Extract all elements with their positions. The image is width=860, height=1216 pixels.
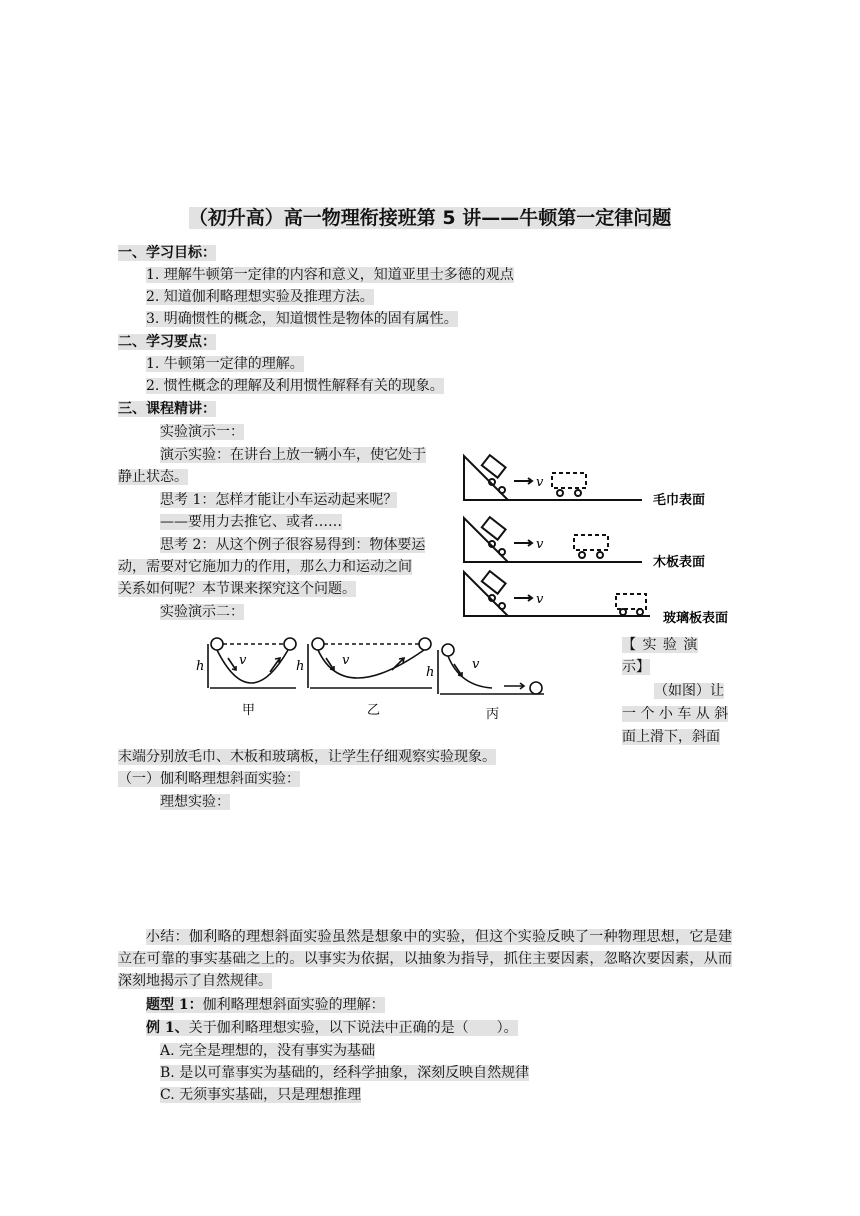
think2-line2: 动，需要对它施加力的作用，那么力和运动之间 xyxy=(118,559,412,575)
caption-yi: 乙 xyxy=(367,703,381,718)
incline-surfaces-figure xyxy=(460,448,750,628)
surface-label-glass: 玻璃板表面 xyxy=(663,611,729,626)
side-text-line2: 示】 xyxy=(622,659,650,675)
surface-label-towel: 毛巾表面 xyxy=(653,493,706,508)
think2-line1: 思考 2：从这个例子很容易得到：物体要运 xyxy=(160,537,426,553)
ramp-diagram-yi xyxy=(308,638,435,688)
side-text-line5: 面上滑下，斜面 xyxy=(622,729,720,745)
question-type-label: 题型 1： xyxy=(146,997,203,1013)
height-label-bing: h xyxy=(426,665,435,680)
example-option-b: B. 是以可靠事实为基础的，经科学抽象，深刻反映自然规律 xyxy=(160,1065,530,1081)
ramp-diagram-jia xyxy=(208,638,296,688)
subsection-galileo: （一）伽利略理想斜面实验： xyxy=(118,771,300,787)
section-heading-points: 二、学习要点： xyxy=(118,334,216,350)
height-label-yi: h xyxy=(296,659,305,674)
ramp-diagram-bing xyxy=(438,644,544,694)
velocity-label-jia: v xyxy=(239,653,247,668)
goal-item-2: 2. 知道伽利略理想实验及推理方法。 xyxy=(146,289,374,305)
point-item-1: 1. 牛顿第一定律的理解。 xyxy=(146,356,304,372)
height-label-jia: h xyxy=(196,659,205,674)
example-stem-line xyxy=(146,1017,518,1039)
think2-line3: 关系如何呢？本节课来探究这个问题。 xyxy=(118,581,356,597)
think1-question: 思考 1：怎样才能让小车运动起来呢？ xyxy=(160,492,398,508)
point-item-2: 2. 惯性概念的理解及利用惯性解释有关的现象。 xyxy=(146,378,444,394)
velocity-label-yi: v xyxy=(342,653,350,668)
velocity-label-2: v xyxy=(536,537,544,552)
ideal-ramp-figure xyxy=(192,636,552,724)
demo1-text-line1: 演示实验：在讲台上放一辆小车，使它处于 xyxy=(160,447,426,463)
example-option-c: C. 无须事实基础，只是理想推理 xyxy=(160,1087,362,1103)
ideal-experiment-label: 理想实验： xyxy=(160,794,230,810)
section-heading-goals: 一、学习目标： xyxy=(118,245,216,261)
surface-label-wood: 木板表面 xyxy=(653,555,706,570)
side-text-line1: 【 实 验 演 xyxy=(622,637,699,653)
incline-row-wood xyxy=(464,517,642,562)
velocity-label-bing: v xyxy=(472,657,480,672)
example-stem: 关于伽利略理想实验，以下说法中正确的是（ ）。 xyxy=(188,1020,518,1036)
goal-item-1: 1. 理解牛顿第一定律的内容和意义，知道亚里士多德的观点 xyxy=(146,267,514,283)
goal-item-3: 3. 明确惯性的概念，知道惯性是物体的固有属性。 xyxy=(146,311,458,327)
incline-row-glass xyxy=(464,571,650,616)
section-heading-lecture: 三、课程精讲： xyxy=(118,401,216,417)
think1-answer: ——要用力去推它、或者…… xyxy=(160,514,342,530)
demo1-text-line2: 静止状态。 xyxy=(118,469,188,485)
caption-jia: 甲 xyxy=(242,703,256,718)
side-text-line3: （如图）让 xyxy=(654,683,724,699)
demo2-label: 实验演示二： xyxy=(160,604,244,620)
velocity-label-1: v xyxy=(536,475,544,490)
demo1-label: 实验演示一： xyxy=(160,424,244,440)
caption-bing: 丙 xyxy=(486,707,500,722)
side-text-line4: 一 个 小 车 从 斜 xyxy=(622,706,729,722)
incline-row-towel xyxy=(464,455,642,500)
velocity-label-3: v xyxy=(536,592,544,607)
summary-paragraph: 小结：伽利略的理想斜面实验虽然是想象中的实验，但这个实验反映了一种物理思想，它是建立在可靠的事实基础之上的。以事实为依据，以抽象为指导，抓住主要因素，忽略次要因素，从而深刻地揭示了自然规律。 xyxy=(118,929,732,989)
question-type-line xyxy=(146,994,385,1016)
demo2-continue-text: 末端分别放毛巾、木板和玻璃板，让学生仔细观察实验现象。 xyxy=(118,749,496,765)
example-label: 例 1、 xyxy=(146,1020,189,1036)
page-title: （初升高）高一物理衔接班第 5 讲——牛顿第一定律问题 xyxy=(188,207,672,229)
example-option-a: A. 完全是理想的，没有事实为基础 xyxy=(160,1043,376,1059)
question-type-text: 伽利略理想斜面实验的理解： xyxy=(202,997,385,1013)
